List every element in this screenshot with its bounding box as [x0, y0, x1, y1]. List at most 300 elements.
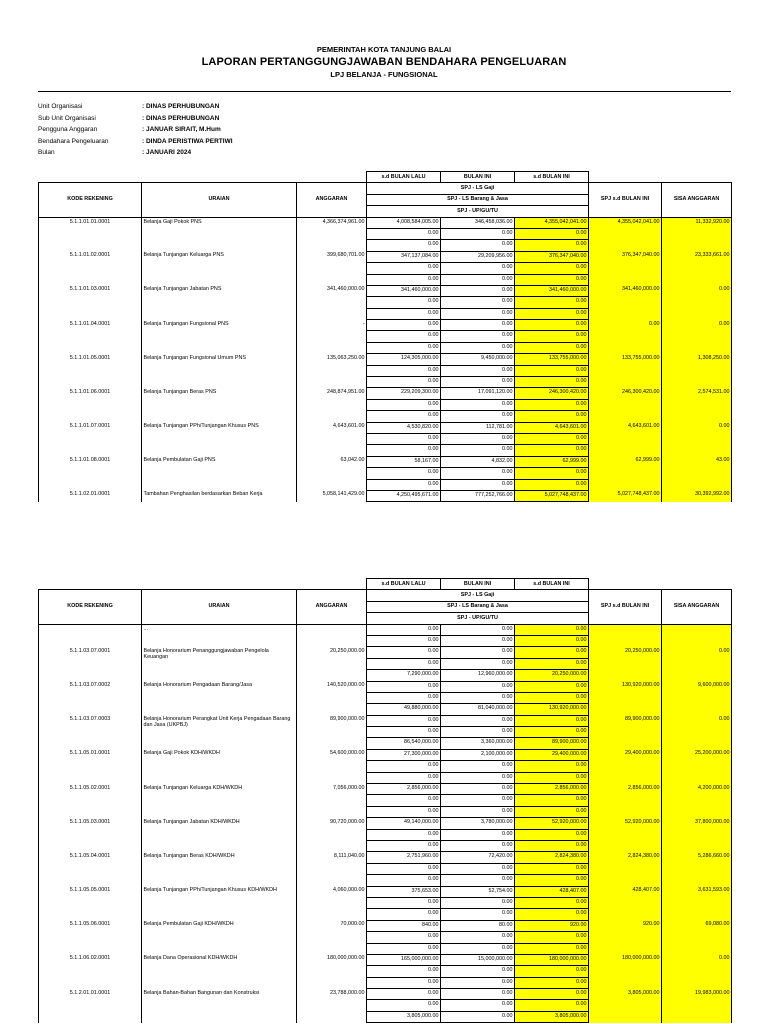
budget-amount: 135,063,250.00 [297, 354, 367, 388]
prev-month-value: 49,880,000.00 [367, 704, 441, 715]
prev-month-value: 0.00 [367, 658, 441, 669]
cumulative-value: 0.00 [515, 308, 589, 319]
this-month-value: 112,781.00 [441, 422, 515, 433]
table-row [39, 388, 732, 399]
this-month-value: 0.00 [441, 840, 515, 851]
spj-total-value: 20,250,000.00 [589, 647, 662, 681]
cumulative-value: 0.00 [515, 863, 589, 874]
cumulative-value: 2,856,000.00 [515, 784, 589, 795]
spj-total-value: 3,805,000.00 [589, 989, 662, 1023]
col-kode-rekening: KODE REKENING [39, 183, 142, 217]
budget-amount: 23,788,000.00 [297, 989, 367, 1023]
spj-total-value: 133,755,000.00 [589, 354, 662, 388]
prev-month-value: 0.00 [367, 342, 441, 353]
this-month-value: 0.00 [441, 240, 515, 251]
prev-month-value: 0.00 [367, 806, 441, 817]
prev-month-value: 0.00 [367, 635, 441, 646]
account-code: 5.1.1.05.01.0001 [39, 749, 142, 783]
header-row [39, 183, 732, 194]
table-row [39, 285, 732, 296]
col-uraian: URAIAN [142, 590, 297, 624]
this-month-value: 52,754.00 [441, 886, 515, 897]
account-description: Belanja Tunjangan PPh/Tunjangan Khusus PNS [142, 422, 297, 456]
remaining-budget: 0.00 [662, 422, 732, 456]
budget-amount: 7,056,000.00 [297, 784, 367, 818]
budget-amount: 4,060,000.00 [297, 886, 367, 920]
cumulative-value: 920.00 [515, 920, 589, 931]
spj-total-value: 428,407.00 [589, 886, 662, 920]
col-spj-total: SPJ s.d BULAN INI [589, 590, 662, 624]
this-month-value: 0.00 [441, 331, 515, 342]
prev-month-value: 0.00 [367, 863, 441, 874]
account-code: 5.1.1.01.01.0001 [39, 217, 142, 251]
this-month-value: 0.00 [441, 377, 515, 388]
info-label: Bulan [38, 149, 55, 156]
cumulative-value: 0.00 [515, 772, 589, 783]
col-sd-bulan-ini: s.d BULAN INI [515, 172, 589, 183]
cumulative-value: 89,900,000.00 [515, 738, 589, 749]
cumulative-value: 0.00 [515, 399, 589, 410]
cumulative-value: 0.00 [515, 263, 589, 274]
prev-month-value: 0.00 [367, 681, 441, 692]
spj-total-value: 4,355,042,041.00 [589, 217, 662, 251]
cumulative-value: 376,347,040.00 [515, 251, 589, 262]
prev-month-value: 0.00 [367, 263, 441, 274]
cumulative-value: 0.00 [515, 377, 589, 388]
account-code: 5.1.1.05.02.0001 [39, 784, 142, 818]
col-anggaran: ANGGARAN [297, 183, 367, 217]
header-row [39, 172, 732, 183]
this-month-value: 4,832.00 [441, 456, 515, 467]
table-row [39, 320, 732, 331]
account-description: Belanja Pembulatan Gaji PNS [142, 456, 297, 490]
remaining-budget: 0.00 [662, 320, 732, 354]
report-title: LAPORAN PERTANGGUNGJAWABAN BENDAHARA PENGELUARAN [201, 56, 567, 68]
budget-amount: 140,520,000.00 [297, 681, 367, 715]
this-month-value: 0.00 [441, 658, 515, 669]
budget-amount: 5,058,141,429.00 [297, 490, 367, 501]
table-row [39, 456, 732, 467]
this-month-value: 0.00 [441, 342, 515, 353]
cumulative-value: 0.00 [515, 320, 589, 331]
this-month-value: 0.00 [441, 320, 515, 331]
spj-total-value: 4,643,601.00 [589, 422, 662, 456]
prev-month-value: 0.00 [367, 297, 441, 308]
cumulative-value: 5,027,748,437.00 [515, 490, 589, 501]
this-month-value: 0.00 [441, 784, 515, 795]
prev-month-value: 0.00 [367, 624, 441, 635]
remaining-budget: 43.00 [662, 456, 732, 490]
cumulative-value: 0.00 [515, 635, 589, 646]
cumulative-value: 62,999.00 [515, 456, 589, 467]
cumulative-value: 428,407.00 [515, 886, 589, 897]
account-code: 5.1.1.06.02.0001 [39, 954, 142, 988]
budget-amount: 90,720,000.00 [297, 818, 367, 852]
account-code: 5.1.1.01.04.0001 [39, 320, 142, 354]
this-month-value: 0.00 [441, 761, 515, 772]
prev-month-value: 0.00 [367, 445, 441, 456]
this-month-value: 2,100,000.00 [441, 749, 515, 760]
spj-total-value: 52,920,000.00 [589, 818, 662, 852]
budget-amount: 54,600,000.00 [297, 749, 367, 783]
prev-month-value: 0.00 [367, 240, 441, 251]
this-month-value: 0.00 [441, 399, 515, 410]
col-anggaran: ANGGARAN [297, 590, 367, 624]
table-row [39, 354, 732, 365]
cumulative-value: 0.00 [515, 228, 589, 239]
header-divider [38, 91, 731, 92]
account-code: 5.1.1.01.05.0001 [39, 354, 142, 388]
prev-month-value: 0.00 [367, 479, 441, 490]
col-ls-gaji: SPJ - LS Gaji [367, 183, 589, 194]
col-sd-bulan-lalu: s.d BULAN LALU [367, 172, 441, 183]
this-month-value: 0.00 [441, 681, 515, 692]
prev-month-value: 0.00 [367, 1000, 441, 1011]
remaining-budget: 9,600,000.00 [662, 681, 732, 715]
account-code: 5.1.1.05.03.0001 [39, 818, 142, 852]
prev-month-value: 2,856,000.00 [367, 784, 441, 795]
prev-month-value: 229,209,300.00 [367, 388, 441, 399]
this-month-value: 346,458,036.00 [441, 217, 515, 228]
cumulative-value: 180,000,000.00 [515, 954, 589, 965]
cumulative-value: 0.00 [515, 795, 589, 806]
budget-amount: 4,366,374,961.00 [297, 217, 367, 251]
remaining-budget: 0.00 [662, 954, 732, 988]
cumulative-value: 0.00 [515, 365, 589, 376]
spj-total-value: 2,856,000.00 [589, 784, 662, 818]
cumulative-value: 0.00 [515, 897, 589, 908]
this-month-value: 0.00 [441, 285, 515, 296]
spj-total-value: 29,400,000.00 [589, 749, 662, 783]
prev-month-value: 0.00 [367, 411, 441, 422]
cumulative-value: 0.00 [515, 875, 589, 886]
col-up-gu-tu: SPJ - UP/GU/TU [367, 206, 589, 217]
info-value: : DINDA PERISTIWA PERTIWI [142, 137, 233, 145]
account-description: Belanja Dana Operasional KDH/WKDH [142, 954, 297, 988]
prev-month-value: 0.00 [367, 399, 441, 410]
prev-month-value: 124,305,000.00 [367, 354, 441, 365]
account-description: Tambahan Penghasilan berdasarkan Beban Kerja [142, 490, 297, 501]
account-code: 5.1.1.01.06.0001 [39, 388, 142, 422]
table-row [39, 886, 732, 897]
prev-month-value: 0.00 [367, 761, 441, 772]
prev-month-value: 7,290,000.00 [367, 670, 441, 681]
prev-month-value: 347,137,084.00 [367, 251, 441, 262]
this-month-value: 0.00 [441, 989, 515, 1000]
this-month-value: 0.00 [441, 263, 515, 274]
prev-month-value: 0.00 [367, 308, 441, 319]
prev-month-value: 0.00 [367, 875, 441, 886]
cumulative-value: 0.00 [515, 932, 589, 943]
account-code: 5.1.1.01.07.0001 [39, 422, 142, 456]
spj-total-value [589, 624, 662, 647]
lpj-table-page-2 [38, 578, 732, 1023]
cumulative-value: 130,920,000.00 [515, 704, 589, 715]
lpj-table-page-1 [38, 171, 732, 502]
budget-amount: 248,874,951.00 [297, 388, 367, 422]
col-ls-barang-jasa: SPJ - LS Barang & Jasa [367, 601, 589, 612]
prev-month-value: 0.00 [367, 692, 441, 703]
budget-amount: 70,000.00 [297, 920, 367, 954]
cumulative-value: 0.00 [515, 692, 589, 703]
header-spacer [589, 172, 732, 183]
table-row [39, 954, 732, 965]
this-month-value: 0.00 [441, 897, 515, 908]
account-code: 5.1.1.05.05.0001 [39, 886, 142, 920]
this-month-value: 0.00 [441, 715, 515, 726]
cumulative-value: 20,250,000.00 [515, 670, 589, 681]
account-code: 5.1.1.02.01.0001 [39, 490, 142, 501]
budget-amount: 20,250,000.00 [297, 647, 367, 681]
spj-total-value: 89,900,000.00 [589, 715, 662, 749]
account-description: Belanja Tunjangan Fungsional PNS [142, 320, 297, 354]
remaining-budget [662, 624, 732, 647]
prev-month-value: 58,167.00 [367, 456, 441, 467]
account-code: 5.1.1.03.07.0002 [39, 681, 142, 715]
prev-month-value: 0.00 [367, 840, 441, 851]
remaining-budget: 25,200,000.00 [662, 749, 732, 783]
this-month-value: 29,209,956.00 [441, 251, 515, 262]
header-spacer [589, 579, 732, 590]
prev-month-value: 0.00 [367, 228, 441, 239]
this-month-value: 80.00 [441, 920, 515, 931]
this-month-value: 0.00 [441, 795, 515, 806]
prev-month-value: 0.00 [367, 795, 441, 806]
spj-total-value: 341,460,000.00 [589, 285, 662, 319]
spj-total-value: 376,347,040.00 [589, 251, 662, 285]
account-description: Belanja Tunjangan Fungsional Umum PNS [142, 354, 297, 388]
this-month-value: 0.00 [441, 829, 515, 840]
remaining-budget: 11,332,920.00 [662, 217, 732, 251]
this-month-value: 0.00 [441, 1000, 515, 1011]
remaining-budget: 4,200,000.00 [662, 784, 732, 818]
cumulative-value: 0.00 [515, 647, 589, 658]
prev-month-value: 0.00 [367, 715, 441, 726]
cumulative-value: 2,824,380.00 [515, 852, 589, 863]
info-value: : DINAS PERHUBUNGAN [142, 103, 220, 110]
report-subtitle: LPJ BELANJA - FUNGSIONAL [330, 70, 438, 79]
table-row [39, 647, 732, 658]
this-month-value: 81,040,000.00 [441, 704, 515, 715]
account-description: Belanja Tunjangan Beras KDH/WKDH [142, 852, 297, 886]
col-up-gu-tu: SPJ - UP/GU/TU [367, 613, 589, 624]
budget-amount: 399,680,701.00 [297, 251, 367, 285]
cumulative-value: 0.00 [515, 433, 589, 444]
col-ls-barang-jasa: SPJ - LS Barang & Jasa [367, 194, 589, 205]
remaining-budget: 37,800,000.00 [662, 818, 732, 852]
prev-month-value: 0.00 [367, 829, 441, 840]
cumulative-value: 0.00 [515, 468, 589, 479]
cumulative-value: 133,755,000.00 [515, 354, 589, 365]
table-row [39, 681, 732, 692]
table-row [39, 251, 732, 262]
budget-amount [297, 624, 367, 647]
info-label: Pengguna Anggaran [38, 126, 98, 133]
prev-month-value: 4,530,820.00 [367, 422, 441, 433]
prev-month-value: 4,008,584,005.00 [367, 217, 441, 228]
prev-month-value: 27,300,000.00 [367, 749, 441, 760]
account-code: 5.1.1.03.07.0001 [39, 647, 142, 681]
account-code: 5.1.1.01.03.0001 [39, 285, 142, 319]
this-month-value: 72,420.00 [441, 852, 515, 863]
this-month-value: 15,000,000.00 [441, 954, 515, 965]
this-month-value: 0.00 [441, 624, 515, 635]
cumulative-value: 0.00 [515, 624, 589, 635]
this-month-value: 0.00 [441, 727, 515, 738]
account-description: Belanja Pembulatan Gaji KDH/WKDH [142, 920, 297, 954]
government-name: PEMERINTAH KOTA TANJUNG BALAI [316, 45, 452, 54]
remaining-budget: 5,286,660.00 [662, 852, 732, 886]
table-row [39, 784, 732, 795]
budget-amount: 63,042.00 [297, 456, 367, 490]
col-bulan-ini: BULAN INI [441, 172, 515, 183]
cumulative-value: 0.00 [515, 658, 589, 669]
spj-total-value: 62,999.00 [589, 456, 662, 490]
table-row [39, 422, 732, 433]
prev-month-value: 0.00 [367, 377, 441, 388]
prev-month-value: 0.00 [367, 468, 441, 479]
header-spacer [39, 579, 367, 590]
info-label: Sub Unit Organisasi [38, 114, 96, 122]
budget-amount: 180,000,000.00 [297, 954, 367, 988]
this-month-value: 0.00 [441, 635, 515, 646]
cumulative-value: 246,300,420.00 [515, 388, 589, 399]
prev-month-value: 3,805,000.00 [367, 1011, 441, 1022]
table-row [39, 490, 732, 501]
info-value: : JANUARI 2024 [142, 149, 192, 156]
account-description: Belanja Tunjangan Beras PNS [142, 388, 297, 422]
col-sd-bulan-ini: s.d BULAN INI [515, 579, 589, 590]
this-month-value: 17,091,120.00 [441, 388, 515, 399]
account-description: Belanja Tunjangan PPh/Tunjangan Khusus KDH/WKDH [142, 886, 297, 920]
account-description: Belanja Tunjangan Keluarga KDH/WKDH [142, 784, 297, 818]
this-month-value: 777,252,766.00 [441, 490, 515, 501]
cumulative-value: 52,920,000.00 [515, 818, 589, 829]
this-month-value: 12,960,000.00 [441, 670, 515, 681]
col-spj-total: SPJ s.d BULAN INI [589, 183, 662, 217]
table-row [39, 920, 732, 931]
table-row [39, 749, 732, 760]
account-code: 5.1.1.05.06.0001 [39, 920, 142, 954]
prev-month-value: 165,000,000.00 [367, 954, 441, 965]
header-spacer [39, 172, 367, 183]
remaining-budget: 2,574,531.00 [662, 388, 732, 422]
this-month-value: 0.00 [441, 863, 515, 874]
spj-total-value: 130,920,000.00 [589, 681, 662, 715]
account-description: Belanja Tunjangan Keluarga PNS [142, 251, 297, 285]
account-description: Belanja Gaji Pokok PNS [142, 217, 297, 251]
cumulative-value: 0.00 [515, 909, 589, 920]
col-sisa-anggaran: SISA ANGGARAN [662, 590, 732, 624]
remaining-budget: 3,631,593.00 [662, 886, 732, 920]
this-month-value: 0.00 [441, 875, 515, 886]
prev-month-value: 0.00 [367, 274, 441, 285]
prev-month-value: 0.00 [367, 727, 441, 738]
prev-month-value: 0.00 [367, 647, 441, 658]
this-month-value: 0.00 [441, 274, 515, 285]
account-description: Belanja Bahan-Bahan Bangunan dan Konstruksi [142, 989, 297, 1023]
this-month-value: 0.00 [441, 228, 515, 239]
prev-month-value: 2,751,960.00 [367, 852, 441, 863]
this-month-value: 0.00 [441, 909, 515, 920]
cumulative-value: 0.00 [515, 445, 589, 456]
cumulative-value: 4,355,042,041.00 [515, 217, 589, 228]
prev-month-value: 0.00 [367, 909, 441, 920]
account-description: Belanja Honorarium Penanggungjawaban Pengelola Keuangan [142, 647, 297, 681]
prev-month-value: 0.00 [367, 943, 441, 954]
this-month-value: 0.00 [441, 977, 515, 988]
cumulative-value: 0.00 [515, 829, 589, 840]
cumulative-value: 0.00 [515, 479, 589, 490]
cumulative-value: 0.00 [515, 840, 589, 851]
prev-month-value: 840.00 [367, 920, 441, 931]
prev-month-value: 0.00 [367, 932, 441, 943]
this-month-value: 0.00 [441, 647, 515, 658]
cumulative-value: 3,805,000.00 [515, 1011, 589, 1022]
table-row [39, 852, 732, 863]
account-code: 5.1.1.05.04.0001 [39, 852, 142, 886]
this-month-value: 0.00 [441, 943, 515, 954]
this-month-value: 0.00 [441, 445, 515, 456]
spj-total-value: 5,027,748,437.00 [589, 490, 662, 501]
cumulative-value: 0.00 [515, 761, 589, 772]
col-sisa-anggaran: SISA ANGGARAN [662, 183, 732, 217]
info-value: : DINAS PERHUBUNGAN [142, 114, 220, 122]
this-month-value: 0.00 [441, 297, 515, 308]
prev-month-value: 0.00 [367, 772, 441, 783]
this-month-value: 0.00 [441, 806, 515, 817]
header-row [39, 590, 732, 601]
cumulative-value: 0.00 [515, 240, 589, 251]
remaining-budget: 1,308,250.00 [662, 354, 732, 388]
cumulative-value: 0.00 [515, 297, 589, 308]
prev-month-value: 0.00 [367, 989, 441, 1000]
this-month-value: 0.00 [441, 932, 515, 943]
this-month-value: 0.00 [441, 308, 515, 319]
prev-month-value: 0.00 [367, 897, 441, 908]
budget-amount: - [297, 320, 367, 354]
prev-month-value: 0.00 [367, 331, 441, 342]
cumulative-value: 0.00 [515, 411, 589, 422]
account-code: 5.1.1.01.08.0001 [39, 456, 142, 490]
this-month-value: 9,450,000.00 [441, 354, 515, 365]
spj-total-value: 0.00 [589, 320, 662, 354]
account-description: Belanja Honorarium Perangkat Unit Kerja Pengadaan Barang dan Jasa (UKPBJ) [142, 715, 297, 749]
cumulative-value: 0.00 [515, 342, 589, 353]
table-row [39, 715, 732, 726]
account-code: 5.1.2.01.01.0001 [39, 989, 142, 1023]
this-month-value: 0.00 [441, 433, 515, 444]
account-code: 5.1.1.03.07.0003 [39, 715, 142, 749]
spj-total-value: 180,000,000.00 [589, 954, 662, 988]
account-description: ... [142, 624, 297, 647]
this-month-value: 0.00 [441, 1011, 515, 1022]
col-kode-rekening: KODE REKENING [39, 590, 142, 624]
cumulative-value: 0.00 [515, 274, 589, 285]
col-bulan-ini: BULAN INI [441, 579, 515, 590]
this-month-value: 0.00 [441, 365, 515, 376]
remaining-budget: 69,080.00 [662, 920, 732, 954]
budget-amount: 8,111,040.00 [297, 852, 367, 886]
header-row [39, 579, 732, 590]
remaining-budget: 0.00 [662, 715, 732, 749]
info-label: Bendahara Pengeluaran [38, 137, 109, 145]
info-label: Unit Organisasi [38, 103, 83, 110]
prev-month-value: 375,653.00 [367, 886, 441, 897]
prev-month-value: 341,460,000.00 [367, 285, 441, 296]
remaining-budget: 30,392,992.00 [662, 490, 732, 501]
this-month-value: 3,780,000.00 [441, 818, 515, 829]
